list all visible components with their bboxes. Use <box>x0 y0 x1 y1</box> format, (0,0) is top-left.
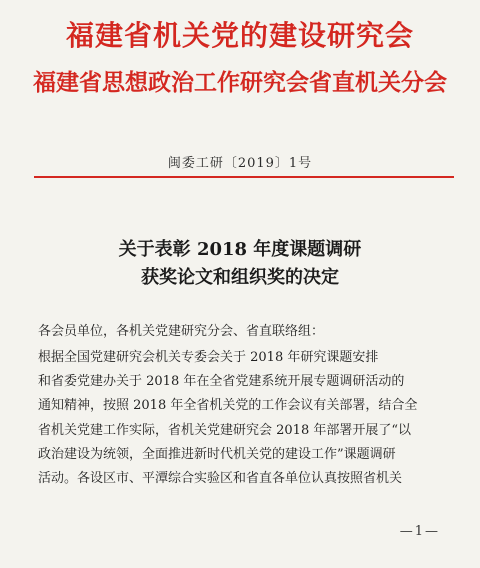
red-divider-line <box>34 176 454 178</box>
body-line: 活动。各设区市、平潭综合实验区和省直各单位认真按照省机关 <box>38 471 403 487</box>
title-line-1: 关于表彰 2018 年度课题调研 <box>118 239 362 260</box>
body-line: 根据全国党建研究会机关专委会关于 2018 年研究课题安排 <box>38 350 379 365</box>
body-line: 通知精神，按照 2018 年全省机关党的工作会议有关部署，结合全 <box>38 398 418 414</box>
salutation: 各会员单位，各机关党建研究分会、省直联络组： <box>38 324 325 339</box>
document-title <box>0 236 480 292</box>
title-line-2: 获奖论文和组织奖的决定 <box>141 267 339 288</box>
body-line: 省机关党建工作实际，省机关党建研究会 2018 年部署开展了“以 <box>38 422 411 438</box>
issuer-header-primary: 福建省机关党的建设研究会 <box>65 19 414 52</box>
body-line: 政治建设为统领，全面推进新时代机关党的建设工作”课题调研 <box>38 446 396 462</box>
page-number: —1— <box>399 524 440 539</box>
body-paragraph <box>38 346 450 491</box>
body-line: 和省委党建办关于 2018 年在全省党建系统开展专题调研活动的 <box>38 374 405 390</box>
document-number: 闽委工研〔2019〕1号 <box>167 156 313 171</box>
issuer-header-secondary: 福建省思想政治工作研究会省直机关分会 <box>33 69 447 96</box>
